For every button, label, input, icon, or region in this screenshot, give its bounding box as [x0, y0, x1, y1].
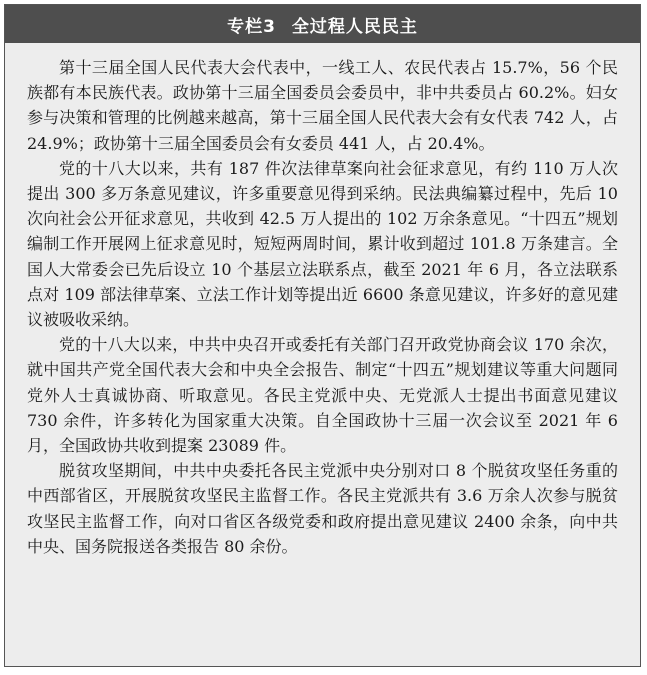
- column-header: [5, 5, 640, 43]
- paragraph: 党的十八大以来，中共中央召开或委托有关部门召开政党协商会议 170 余次，就中国共产党全国代表大会和中央全会报告、制定“十四五”规划建议等重大问题同党外人士真诚协商、听取意见。各民主党派中央、无党派人士提出书面意见建议 730 余件，许多转化为国家重大决策。自全国政协十三届一次会议至 2021 年 6 月，全国政协共收到提案 23089 件。: [27, 335, 618, 456]
- paragraph: 第十三届全国人民代表大会代表中，一线工人、农民代表占 15.7%，56 个民族都有本民族代表。政协第十三届全国委员会委员中，非中共委员占 60.2%。妇女参与决策和管理的比例越来越高，第十三届全国人民代表大会有女代表 742 人，占 24.9%；政协第十三届全国委员会有女委员 441 人，占 20.4%。: [27, 58, 618, 153]
- paragraph: 脱贫攻坚期间，中共中央委托各民主党派中央分别对口 8 个脱贫攻坚任务重的中西部省区，开展脱贫攻坚民主监督工作。各民主党派共有 3.6 万余人次参与脱贫攻坚民主监督工作，向对口省区各级党委和政府提出意见建议 2400 余条，向中共中央、国务院报送各类报告 80 余份。: [27, 461, 618, 556]
- paragraph: 党的十八大以来，共有 187 件次法律草案向社会征求意见，有约 110 万人次提出 300 多万条意见建议，许多重要意见得到采纳。民法典编纂过程中，先后 10 次向社会公开征求意见，共收到 42.5 万人提出的 102 万余条意见。“十四五”规划编制工作开展网上征求意见时，短短两周时间，累计收到超过 101.8 万条建言。全国人大常委会已先后设立 10 个基层立法联系点，截至 2021 年 6 月，各立法联系点对 109 部法律草案、立法工作计划等提出近 6600 条意见建议，许多好的意见建议被吸收采纳。: [27, 158, 618, 330]
- column-label: 专栏3: [227, 16, 276, 37]
- column-body: [5, 43, 640, 559]
- column-box: [4, 4, 641, 667]
- column-title: 全过程人民民主: [291, 16, 418, 37]
